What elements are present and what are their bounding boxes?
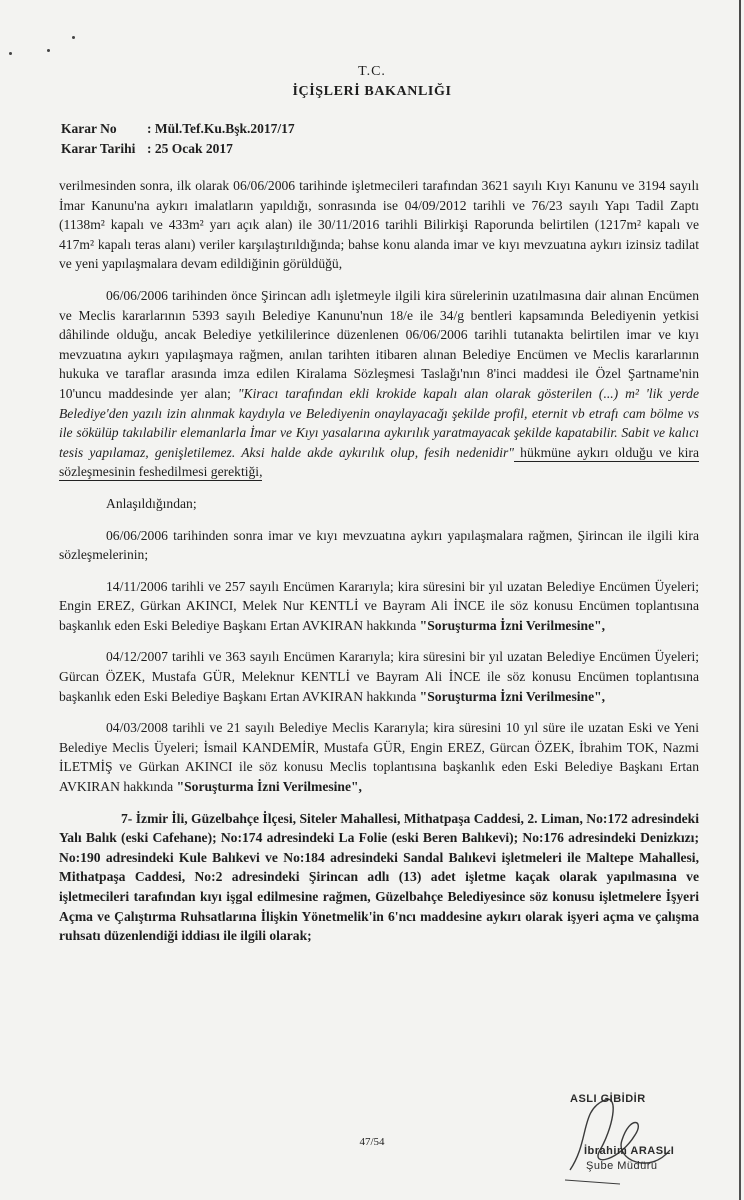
karar-tarihi-label: Karar Tarihi bbox=[61, 141, 136, 156]
karar-no-row bbox=[61, 121, 295, 137]
stamp-asli-gibidir: ASLI GİBİDİR bbox=[570, 1093, 646, 1105]
paragraph-6 bbox=[59, 647, 699, 706]
paragraph-2-conclusion: hükmüne aykırı olduğu ve kira sözleşmesinin feshedilmesi gerektiği, bbox=[59, 444, 699, 480]
paragraph-4: 06/06/2006 tarihinden sonra imar ve kıyı mevzuatına aykırı yapılaşmalara rağmen, Şirincan ile ilgili kira sözleşmelerinin; bbox=[59, 527, 699, 563]
page-number: 47/54 bbox=[359, 1136, 385, 1148]
paragraph-5 bbox=[59, 577, 699, 636]
paragraph-6-decision: "Soruşturma İzni Verilmesine", bbox=[419, 688, 606, 704]
karar-tarihi-value: : 25 Ocak 2017 bbox=[147, 141, 233, 156]
karar-no-label: Karar No bbox=[61, 121, 117, 136]
paragraph-2 bbox=[59, 286, 699, 482]
karar-tarihi-row bbox=[61, 141, 233, 157]
paragraph-5-text: 14/11/2006 tarihli ve 257 sayılı Encümen Kararıyla; kira süresini bir yıl uzatan Belediye Encümen Üyeleri; Engin EREZ, Gürkan AKINCI, Melek Nur KENTLİ ve Bayram Ali İNCE ile söz konusu Encümen toplantısına başkanlık eden Eski Belediye Başkanı Ertan AVKIRAN hakkında bbox=[59, 578, 699, 633]
paragraph-5-decision: "Soruşturma İzni Verilmesine", bbox=[419, 617, 606, 633]
paragraph-7 bbox=[59, 718, 699, 796]
stamp-name: İbrahim ARASLI bbox=[584, 1145, 675, 1157]
stamp-title: Şube Müdürü bbox=[586, 1160, 658, 1172]
header-ministry: İÇİŞLERİ BAKANLIĞI bbox=[292, 84, 452, 99]
paragraph-1: verilmesinden sonra, ilk olarak 06/06/2006 tarihinde işletmecileri tarafından 3621 sayılı Kıyı Kanunu ve 3194 sayılı İmar Kanunu'na aykırı imalatların yapıldığı, sonrasında ise 04/09/2012 tarihli ve 76/23 sayılı Yapı Tadil Zaptı (1138m² kapalı ve 433m² yarı açık alan) ile 30/11/2016 tarihli Bilirkişi Raporunda belirtilen (1217m² kapalı ve 417m² kapalı teras alanı) veriler karşılaştırıldığında; bahse konu alanda imar ve kıyı mevzuatına aykırı izinsiz tadilat ve yeni yapılaşmalara devam edildiğinin görüldüğü, bbox=[59, 178, 699, 272]
page-edge-line bbox=[739, 0, 741, 1200]
paragraph-8-item-7: 7- İzmir İli, Güzelbahçe İlçesi, Siteler Mahallesi, Mithatpaşa Caddesi, 2. Liman, No:172 adresindeki Yalı Balık (eski Cafehane); No:174 adresindeki La Folie (eski Beren Balıkevi); No:176 adresindeki Denizkızı; No:190 adresindeki Kule Balıkevi ve No:184 adresindeki Sandal Balıkevi işletmeleri ile Maltepe Mahallesi, Mithatpaşa Caddesi, No:2 adresindeki Şirincan adlı (13) adet işletme kaçak olarak yapılmasına ve işletmecileri tarafından kıyı işgal edilmesine rağmen, Güzelbahçe Belediyesince söz konusu işletmelere İşyeri Açma ve Çalıştırma Ruhsatlarına İlişkin Yönetmelik'in 6'ncı maddesine aykırı olarak işyeri açma ve çalışma ruhsatı düzenlendiği iddiası ile ilgili olarak; bbox=[59, 810, 699, 944]
document-body bbox=[59, 176, 699, 946]
paragraph-3: Anlaşıldığından; bbox=[106, 495, 197, 511]
karar-no-value: : Mül.Tef.Ku.Bşk.2017/17 bbox=[147, 121, 295, 136]
paragraph-7-text: 04/03/2008 tarihli ve 21 sayılı Belediye Meclis Kararıyla; kira süresini 10 yıl süre ile uzatan Eski ve Yeni Belediye Meclis Üyeleri; İsmail KANDEMİR, Mustafa GÜR, Engin EREZ, Gürcan ÖZEK, İbrahim TOK, Nazmi İLETMİŞ ve Gürkan AKINCI ile söz konusu Meclis toplantısına başkanlık eden Eski Belediye Başkanı Ertan AVKIRAN hakkında bbox=[59, 720, 699, 795]
paragraph-7-decision: "Soruşturma İzni Verilmesine", bbox=[176, 779, 362, 795]
paragraph-2-quote: "Kiracı tarafından ekli krokide kapalı alan olarak gösterilen (...) m² 'lik yerde Belediye'den yazılı izin alınmak kaydıyla ve Belediyenin onaylayacağı şekilde profil, eternit vb etrafı cam bölme vs ile sökülüp takılabilir elemanlarla İmar ve Kıyı yasalarına aykırılık yaratmayacak şekilde kapatabilir. Sabit ve kalıcı tesis yapılamaz, genişletilemez. Aksi halde akde aykırılık olup, fesih nedenidir" bbox=[59, 385, 699, 460]
paragraph-6-text: 04/12/2007 tarihli ve 363 sayılı Encümen Kararıyla; kira süresini bir yıl uzatan Belediye Encümen Üyeleri; Gürcan ÖZEK, Mustafa GÜR, Meleknur KENTLİ ve Bayram Ali İNCE ile söz konusu Encümen toplantısına başkanlık eden Eski Belediye Başkanı Ertan AVKIRAN hakkında bbox=[59, 649, 699, 704]
header-tc: T.C. bbox=[358, 64, 386, 79]
certification-stamp bbox=[570, 1093, 720, 1183]
paragraph-2-text: 06/06/2006 tarihinden önce Şirincan adlı işletmeyle ilgili kira sürelerinin uzatılmasına dair alınan Encümen ve Meclis kararlarının 5393 sayılı Belediye Kanunu'nun 18/e ile 34/g bentleri kapsamında Belediyenin yetkisi dâhilinde olduğu, ancak Belediye yetkililerince düzenlenen 06/06/2006 tarihli tutanakta belirtilen imar ve kıyı mevzuatına aykırı yapılaşmaya rağmen, anılan tarihten itibaren alınan Belediye Encümen ve Meclis kararlarının hukuka ve taraflar arasında imza edilen Kiralama Sözleşmesi Taslağı'nın 8'inci maddesi ile Özel Şartname'nin 10'uncu maddesinde yer alan; bbox=[59, 287, 699, 401]
